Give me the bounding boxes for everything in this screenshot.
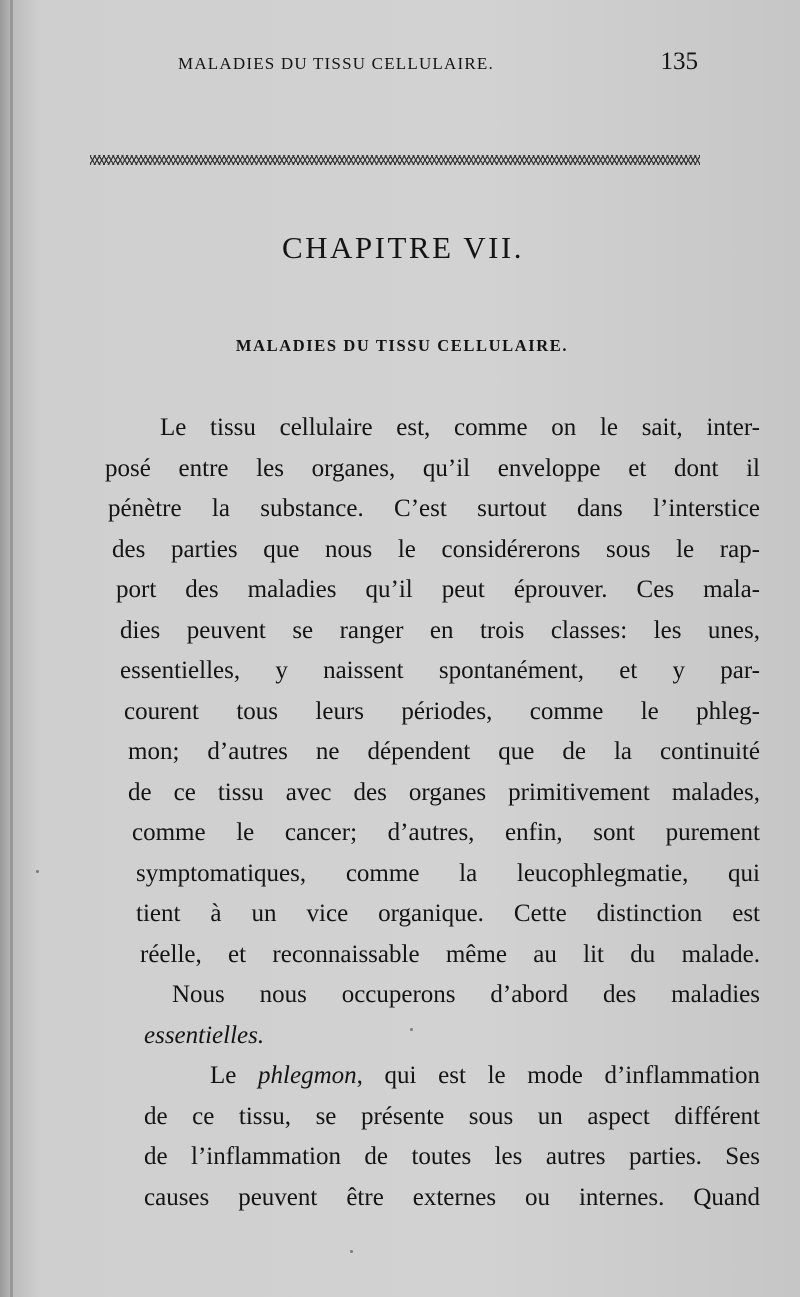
page-number: 135 — [660, 48, 698, 75]
text-line: Nous nous occuperons d’abord des maladies — [172, 981, 760, 1008]
text-line — [144, 1016, 760, 1057]
text-line: de l’inflammation de toutes les autres parties. Ses — [144, 1143, 760, 1170]
text-line: de ce tissu, se présente sous un aspect différent — [144, 1102, 760, 1130]
page-gutter — [10, 0, 13, 1297]
paper-speck — [350, 1250, 353, 1253]
text-line: causes peuvent être externes ou internes. Quand — [144, 1183, 760, 1211]
text-line: port des maladies qu’il peut éprouver. Ces mala- — [116, 576, 760, 603]
text-line: réelle, et reconnaissable même au lit du malade. — [140, 940, 760, 968]
decorative-rule — [90, 155, 700, 165]
text-line: Le tissu cellulaire est, comme on le sait, inter- — [160, 414, 760, 441]
text-line: Le phlegmon, qui est le mode d’inflammation — [210, 1062, 760, 1089]
running-title: MALADIES DU TISSU CELLULAIRE. — [178, 54, 494, 73]
italic-term: phlegmon — [258, 1062, 357, 1089]
text-line: dies peuvent se ranger en trois classes: les unes, — [120, 616, 760, 644]
running-head — [178, 48, 698, 78]
text-line: de ce tissu avec des organes primitivement malades, — [128, 778, 760, 806]
text-line: mon; d’autres ne dépendent que de la continuité — [128, 738, 760, 765]
text-line: essentielles, y naissent spontanément, et y par- — [120, 657, 760, 684]
text-line: pénètre la substance. C’est surtout dans l’interstice — [108, 495, 760, 522]
chapter-title: CHAPITRE VII. — [281, 230, 525, 265]
text-line: posé entre les organes, qu’il enveloppe et dont il — [105, 454, 760, 482]
text-line: des parties que nous le considérerons sous le rap- — [112, 535, 760, 563]
italic-term: essentielles. — [144, 1021, 265, 1049]
paper-speck — [36, 870, 39, 873]
text-line: comme le cancer; d’autres, enfin, sont purement — [132, 819, 760, 846]
text-line: symptomatiques, comme la leucophlegmatie, qui — [136, 859, 760, 887]
body-text — [100, 408, 760, 1218]
text-line: tient à un vice organique. Cette distinction est — [136, 900, 760, 927]
chapter-subtitle: MALADIES DU TISSU CELLULAIRE. — [235, 336, 569, 355]
text-line: courent tous leurs périodes, comme le phleg- — [124, 697, 760, 725]
paper-speck — [410, 1028, 413, 1031]
